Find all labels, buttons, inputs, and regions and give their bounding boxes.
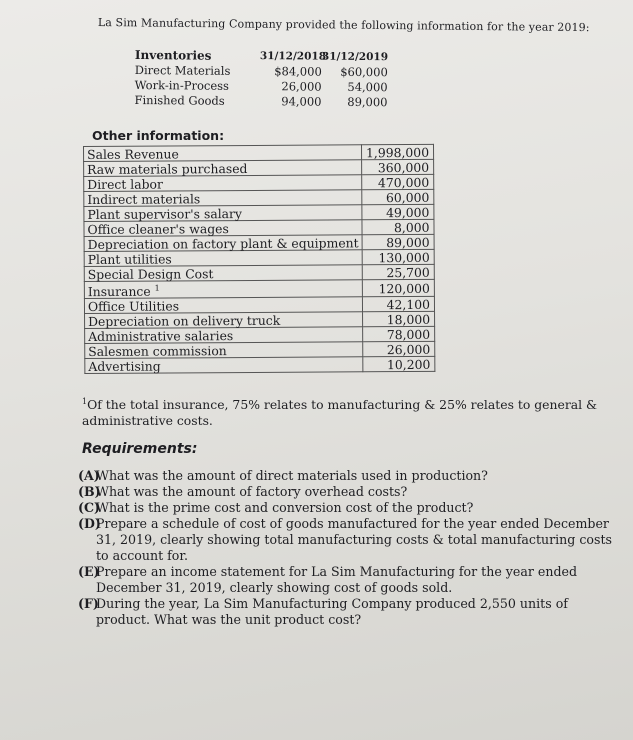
- item-value: 78,000: [363, 326, 435, 341]
- item-label: Plant supervisor's salary: [84, 205, 362, 222]
- list-item: [78, 468, 618, 484]
- requirement-text: What was the amount of factory overhead costs?: [96, 484, 408, 499]
- item-value: 25,700: [362, 264, 434, 279]
- inventories-title: Inventories: [134, 48, 212, 63]
- item-label: Special Design Cost: [84, 265, 362, 282]
- inventory-value-2019: 54,000: [347, 79, 388, 95]
- requirement-tag: (A): [78, 468, 100, 483]
- footnote-text: Of the total insurance, 75% relates to manufacturing & 25% relates to general & administrative costs.: [82, 397, 598, 429]
- item-label: Office cleaner's wages: [84, 220, 362, 237]
- table-row: [84, 174, 434, 191]
- item-value: 10,200: [363, 356, 435, 371]
- inventory-value-2019: $60,000: [340, 64, 388, 80]
- inventory-value-2018: $84,000: [274, 64, 322, 79]
- requirement-text: What was the amount of direct materials used in production?: [96, 468, 488, 483]
- footnote-marker: 1: [82, 397, 88, 406]
- item-label: Depreciation on factory plant & equipment: [84, 235, 362, 252]
- list-item: [78, 484, 618, 500]
- requirement-text: What is the prime cost and conversion cost of the product?: [96, 500, 474, 515]
- requirement-text: Prepare a schedule of cost of goods manufactured for the year ended December 31, 2019, clearly showing total manufacturing costs & total manufacturing costs to account for.: [96, 516, 612, 563]
- item-value: 89,000: [362, 234, 434, 249]
- item-label: Advertising: [85, 357, 363, 374]
- item-label: Indirect materials: [84, 190, 362, 207]
- item-label: Administrative salaries: [85, 327, 363, 344]
- inventories-col-2018: 31/12/2018: [259, 50, 327, 63]
- requirement-tag: (F): [78, 596, 99, 611]
- list-item: [78, 596, 618, 628]
- other-information-heading: Other information:: [92, 128, 225, 143]
- item-label-insurance: [84, 280, 362, 299]
- inventory-value-2018: 94,000: [281, 94, 322, 109]
- inventories-table: [134, 48, 388, 110]
- inventory-label: Direct Materials: [134, 62, 231, 78]
- requirement-tag: (E): [78, 564, 100, 579]
- item-value: 42,100: [362, 296, 434, 311]
- requirement-tag: (C): [78, 500, 100, 515]
- item-value: 26,000: [363, 341, 435, 356]
- requirements-heading: Requirements:: [82, 441, 198, 457]
- table-row: [85, 356, 435, 373]
- requirement-text: During the year, La Sim Manufacturing Company produced 2,550 units of product. What was the unit product cost?: [96, 596, 568, 627]
- list-item: [78, 564, 618, 596]
- item-label: Sales Revenue: [84, 145, 362, 162]
- table-row: [84, 279, 434, 298]
- table-row: [84, 249, 434, 266]
- other-information-table: [83, 144, 435, 374]
- inventories-col-2019: 31/12/2019: [321, 50, 389, 64]
- item-value: 130,000: [362, 249, 434, 264]
- requirement-tag: (B): [78, 484, 101, 499]
- inventory-label: Work-in-Process: [134, 77, 230, 93]
- requirements-list: [78, 468, 618, 628]
- item-value: 49,000: [362, 204, 434, 219]
- item-label: Plant utilities: [84, 250, 362, 267]
- item-label: Direct labor: [84, 175, 362, 192]
- item-label: Depreciation on delivery truck: [85, 312, 363, 329]
- item-label: Insurance: [87, 283, 151, 300]
- inventory-row: [134, 93, 387, 110]
- item-label: Salesmen commission: [85, 342, 363, 359]
- item-value: 8,000: [362, 219, 434, 234]
- item-label: Office Utilities: [84, 297, 362, 314]
- item-value: 120,000: [362, 279, 434, 297]
- item-label: Raw materials purchased: [84, 160, 362, 177]
- item-value: 360,000: [362, 159, 434, 174]
- intro-text: La Sim Manufacturing Company provided the following information for the year 2019:: [97, 16, 590, 35]
- item-value: 18,000: [363, 311, 435, 326]
- inventory-label: Finished Goods: [134, 92, 225, 108]
- requirement-text: Prepare an income statement for La Sim Manufacturing for the year ended December 31, 2019, clearly showing cost of goods sold.: [96, 564, 578, 595]
- item-value: 470,000: [362, 174, 434, 189]
- table-row: [84, 144, 434, 161]
- requirement-tag: (D): [78, 516, 101, 531]
- list-item: [78, 500, 618, 516]
- list-item: [78, 516, 618, 564]
- item-value: 1,998,000: [361, 144, 433, 159]
- item-value: 60,000: [362, 189, 434, 204]
- table-row: [84, 159, 434, 176]
- insurance-footnote: [82, 394, 602, 429]
- inventory-value-2018: 26,000: [281, 79, 322, 94]
- inventory-value-2019: 89,000: [347, 94, 388, 110]
- footnote-marker: 1: [154, 283, 160, 293]
